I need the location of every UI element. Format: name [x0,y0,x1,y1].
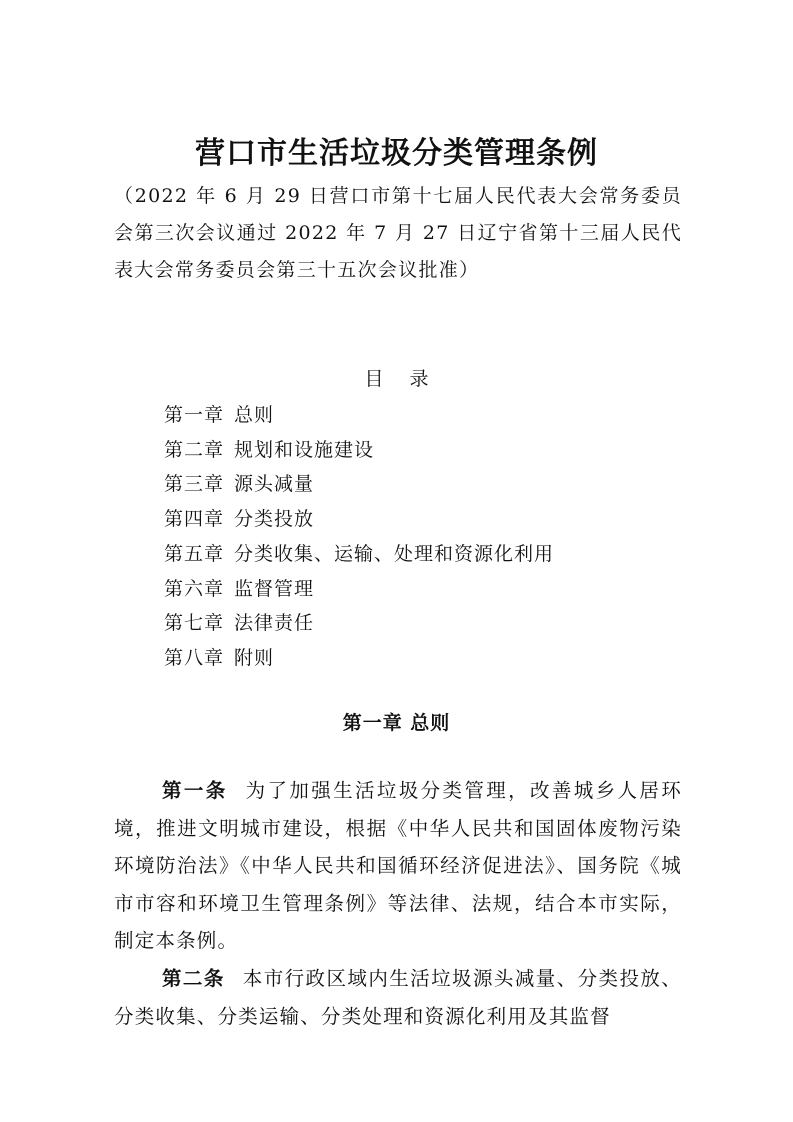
toc-item-number: 第六章 [164,577,225,600]
article-text: 本市行政区域内生活垃圾源头减量、分类投放、分类收集、分类运输、分类处理和资源化利用及其监督 [114,967,682,1028]
toc-item [164,433,554,468]
article-paragraph [114,772,682,960]
toc-item [164,537,554,572]
toc-item [164,606,554,641]
toc-heading: 目录 [364,368,455,390]
toc-item-number: 第八章 [164,646,225,669]
document-title: 营口市生活垃圾分类管理条例 [195,136,598,171]
toc-item-title: 法律责任 [234,612,315,635]
toc-item-title: 规划和设施建设 [234,438,375,461]
article-number: 第一条 [162,779,228,802]
toc-item-title: 监督管理 [234,577,315,600]
toc-item-title: 源头减量 [234,473,315,496]
toc-item-title: 分类收集、运输、处理和资源化利用 [234,542,555,565]
table-of-contents [164,398,554,676]
article-text: 为了加强生活垃圾分类管理，改善城乡人居环境，推进文明城市建设，根据《中华人民共和国固体废物污染环境防治法》《中华人民共和国循环经济促进法》、国务院《城市市容和环境卫生管理条例》等法律、法规，结合本市实际，制定本条例。 [114,779,682,952]
toc-item [164,572,554,607]
article-paragraph [114,960,682,1035]
toc-item-number: 第三章 [164,473,225,496]
toc-item [164,641,554,676]
toc-item-title: 分类投放 [234,508,315,531]
toc-item-number: 第五章 [164,542,225,565]
document-subtitle: （2022 年 6 月 29 日营口市第十七届人民代表大会常务委员会第三次会议通过 2022 年 7 月 27 日辽宁省第十三届人民代表大会常务委员会第三十五次会议批准） [114,185,682,281]
toc-item-title: 总则 [234,404,275,426]
toc-item-number: 第二章 [164,438,225,461]
toc-item [164,467,554,502]
toc-item [164,502,554,537]
chapter-heading: 第一章 总则 [342,712,451,734]
toc-item-number: 第一章 [164,404,225,426]
article-number: 第二条 [162,967,225,990]
toc-item [164,398,554,433]
toc-item-number: 第七章 [164,612,225,635]
toc-item-title: 附则 [234,646,275,669]
toc-item-number: 第四章 [164,508,225,531]
